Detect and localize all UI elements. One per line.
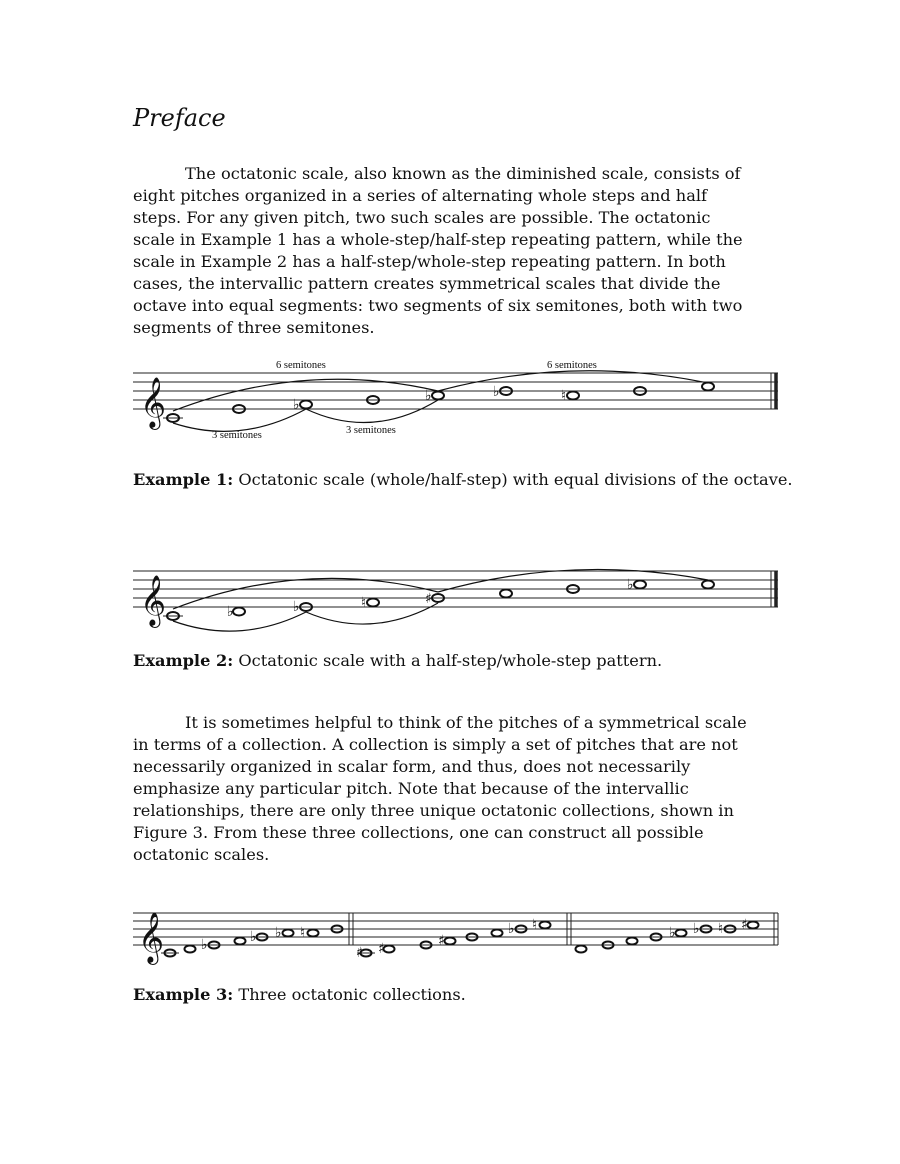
caption-label: Example 2:	[133, 651, 234, 670]
caption-text: Octatonic scale (whole/half-step) with equal divisions of the octave.	[233, 470, 793, 489]
example-2-caption	[133, 651, 662, 670]
example-1-caption	[133, 470, 793, 489]
sharp-icon: ♯	[438, 933, 445, 949]
natural-icon: ♮	[718, 921, 724, 937]
annotation-three-semitones-right: 3 semitones	[346, 425, 396, 436]
caption-label: Example 3:	[133, 985, 234, 1004]
natural-icon: ♮	[361, 595, 367, 611]
sharp-icon: ♯	[356, 945, 363, 961]
caption-text: Three octatonic collections.	[233, 985, 466, 1004]
paragraph-intro: The octatonic scale, also known as the diminished scale, consists of eight pitches organized in a series of alternating whole steps and half steps. For any given pitch, two such scales are possible. The octatonic scale in Example 1 has a whole-step/half-step repeating pattern, while the scale in Example 2 has a half-step/whole-step repeating pattern. In both cases, the intervallic pattern creates symmetrical scales that divide the octave into equal segments: two segments of six semitones, both with two segments of three semitones.	[133, 164, 743, 337]
paragraph-collections: It is sometimes helpful to think of the pitches of a symmetrical scale in terms of a collection. A collection is simply a set of pitches that are not necessarily organized in scalar form, and thus, does not necessarily emphasize any particular pitch. Note that because of the intervallic relationships, there are only three unique octatonic collections, shown in Figure 3. From these three collections, one can construct all possible octatonic scales.	[133, 713, 747, 864]
staff-lines	[133, 571, 778, 607]
note-C5	[702, 581, 714, 589]
note-E4	[367, 599, 379, 607]
flat-icon: ♭	[627, 577, 634, 593]
annotation-six-semitones-right: 6 semitones	[547, 360, 597, 371]
note-C5	[702, 383, 714, 391]
flat-icon: ♭	[275, 925, 282, 941]
example-3-caption	[133, 985, 466, 1004]
example-2-staff	[0, 560, 900, 640]
flat-icon: ♭	[201, 937, 208, 953]
flat-icon: ♭	[425, 388, 432, 404]
treble-clef-icon: 𝄞	[140, 575, 167, 626]
flat-icon: ♭	[293, 397, 300, 413]
flat-icon: ♭	[293, 599, 300, 615]
note-G4	[500, 590, 512, 598]
sharp-icon: ♯	[425, 591, 432, 607]
note-Db4	[233, 608, 245, 616]
note-A4	[567, 392, 579, 400]
flat-icon: ♭	[693, 921, 700, 937]
caption-label: Example 1:	[133, 470, 234, 489]
natural-icon: ♮	[561, 388, 567, 404]
treble-clef-icon: 𝄞	[138, 912, 165, 963]
natural-icon: ♮	[300, 925, 306, 941]
note-Bb4	[634, 581, 646, 589]
flat-icon: ♭	[493, 384, 500, 400]
page-title: Preface	[133, 104, 226, 132]
flat-icon: ♭	[669, 925, 676, 941]
example-3-staff	[0, 905, 900, 965]
note-Gb4	[432, 392, 444, 400]
flat-icon: ♭	[250, 929, 257, 945]
example-1-staff	[0, 355, 900, 445]
flat-icon: ♭	[508, 921, 515, 937]
accidentals	[201, 917, 748, 961]
flat-icon: ♭	[227, 604, 234, 620]
note-Eb4	[300, 401, 312, 409]
annotation-six-semitones-left: 6 semitones	[276, 360, 326, 371]
treble-clef-icon: 𝄞	[140, 377, 167, 428]
sharp-icon: ♯	[378, 941, 385, 957]
annotation-three-semitones-left: 3 semitones	[212, 430, 262, 441]
caption-text: Octatonic scale with a half-step/whole-step pattern.	[233, 651, 663, 670]
sharp-icon: ♯	[741, 917, 748, 933]
natural-icon: ♮	[532, 917, 538, 933]
slurs	[173, 371, 708, 432]
